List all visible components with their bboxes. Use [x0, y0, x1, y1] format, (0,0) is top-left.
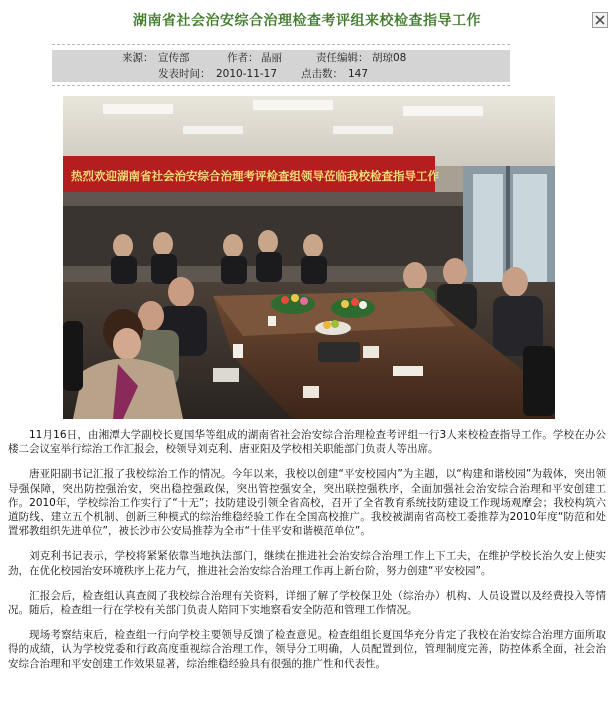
article-body — [8, 428, 606, 682]
editor-value: 胡琼08 — [372, 52, 407, 64]
source-label: 来源： — [122, 52, 154, 64]
close-icon[interactable] — [592, 12, 608, 28]
article-paragraph: 11月16日，由湘潭大学副校长夏国华等组成的湖南省社会治安综合治理检查考评组一行3人来校检查指导工作。学校在办公楼二会议室举行综治工作汇报会，校领导刘克利、唐亚阳及学校相关职能部门负责人等出席。 — [8, 429, 606, 456]
meeting-photo — [63, 96, 555, 419]
clicks-value: 147 — [348, 68, 369, 80]
source-value: 宣传部 — [158, 52, 190, 64]
clicks-label: 点击数： — [301, 68, 343, 80]
author-value: 晶丽 — [261, 52, 282, 64]
page-title: 湖南省社会治安综合治理检查考评组来校检查指导工作 — [133, 13, 481, 29]
author-label: 作者： — [227, 52, 259, 64]
article-paragraph: 刘克利书记表示，学校将紧紧依靠当地执法部门，继续在推进社会治安综合治理工作上下工夫，在维护学校长治久安上使实劲，在优化校园治安环境秩序上花力气，推进社会治安综合治理工作再上新台阶，努力创建“平安校园”。 — [8, 550, 606, 577]
article-paragraph: 现场考察结束后，检查组一行向学校主要领导反馈了检查意见。检查组组长夏国华充分肯定了我校在治安综合治理方面所取得的成绩，认为学校党委和行政高度重视综合治理工作，领导分工明确，人员配置到位，管理制度完善，防控体系全面，社会治安综合治理和平安创建工作效果显著，综治维稳经验具有很强的推广性和代表性。 — [8, 629, 606, 670]
article-meta-date — [52, 66, 510, 82]
article-paragraph: 唐亚阳副书记汇报了我校综治工作的情况。今年以来，我校以创建“平安校园内”为主题，以“构建和谐校园”为载体，突出领导强保障，突出防控强治安，突出稳控强政保，突出管控强安全，突出联控强秩序，全面加强社会治安综合治理和平安创建工作。2010年，学校综治工作实行了“十无”；技防建设引领全省高校，召开了全省教育系统技防建设工作现场观摩会；我校构筑六道防线、建立五个机制、创新三种模式的综治维稳经验工作在全国高校推广。我校被湖南省高校工委推荐为2010年度“防范和处置邪教组织先进单位”，被长沙市公安局推荐为全市“十佳平安和谐模范单位”。 — [8, 468, 606, 538]
date-value: 2010-11-17 — [216, 68, 278, 80]
divider — [52, 44, 510, 45]
banner-text: 热烈欢迎湖南省社会治安综合治理考评检查组领导莅临我校检查指导工作 — [71, 169, 439, 183]
article-meta-source — [52, 50, 510, 66]
date-label: 发表时间： — [158, 68, 211, 80]
divider — [52, 85, 510, 86]
article-paragraph: 汇报会后，检查组认真查阅了我校综合治理有关资料，详细了解了学校保卫处（综治办）机构、人员设置以及经费投入等情况。随后，检查组一行在学校有关部门负责人陪同下实地察看安全防范和管理工作情况。 — [8, 589, 606, 617]
editor-label: 责任编辑： — [316, 52, 369, 64]
